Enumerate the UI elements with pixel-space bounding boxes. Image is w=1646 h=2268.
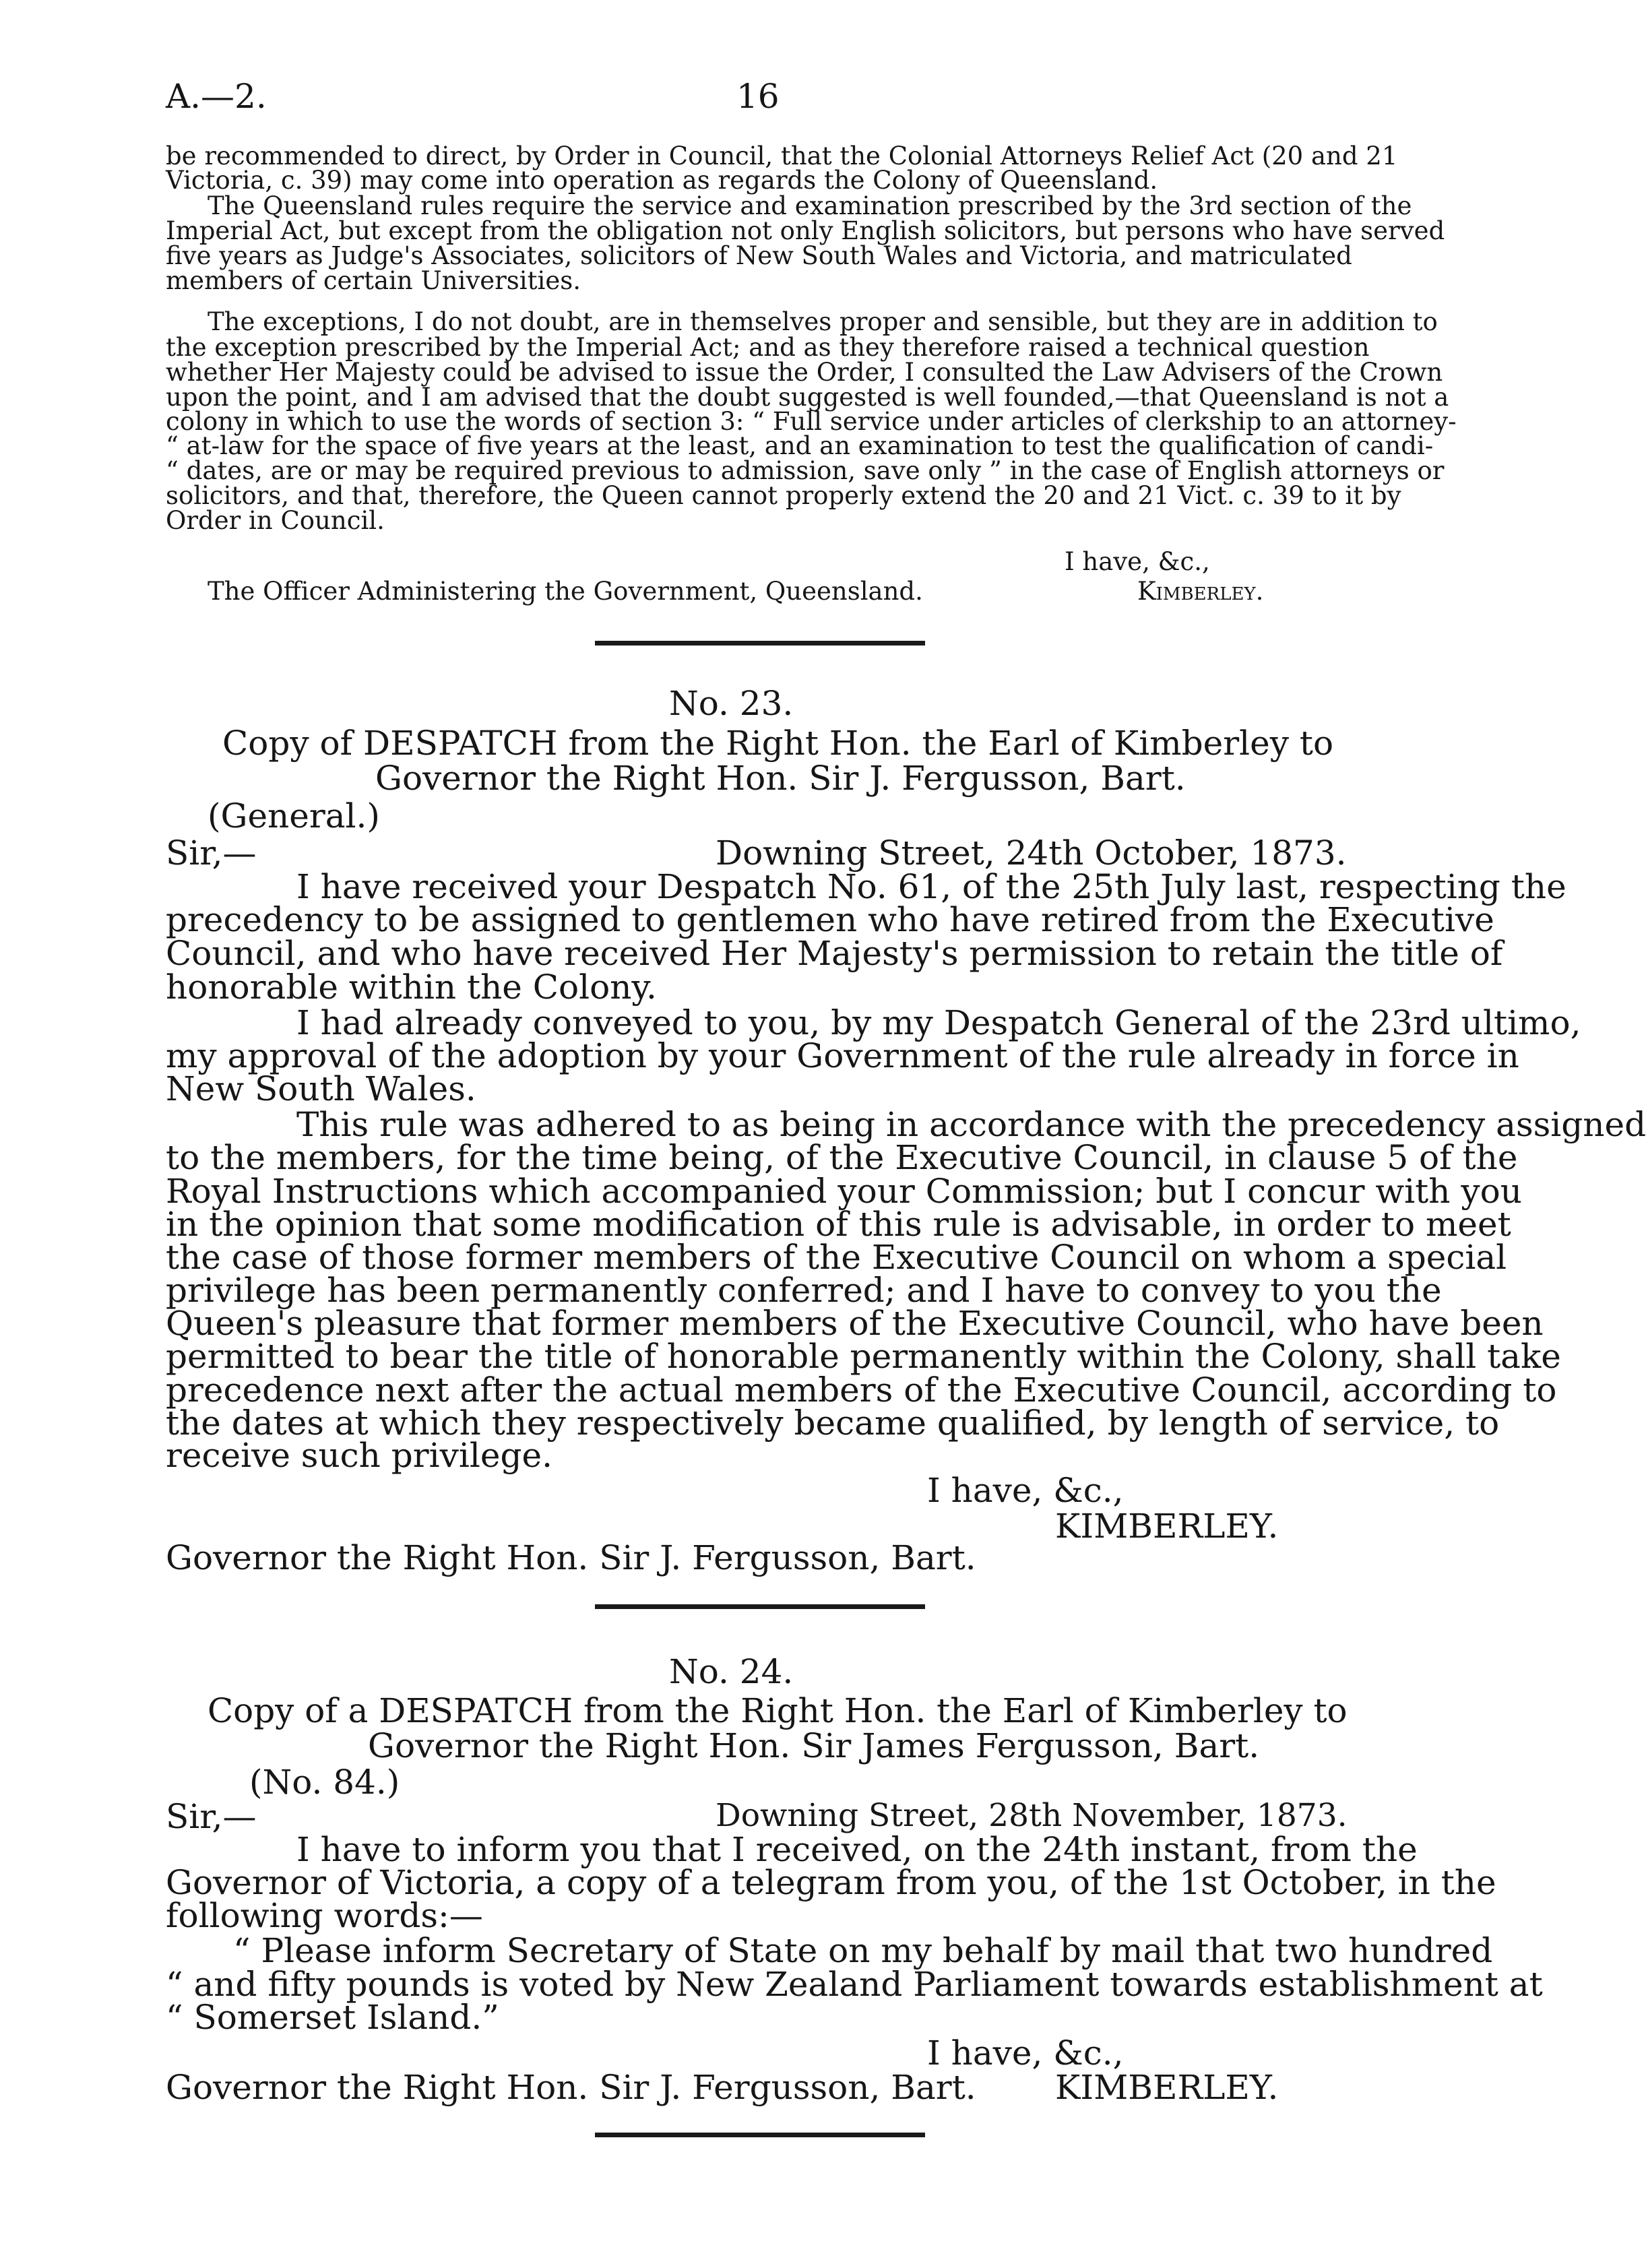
closing-formula: I have, &c., — [1065, 547, 1210, 576]
text-line: Council, and who have received Her Majesty's permission to retain the title of — [166, 934, 1503, 973]
despatch-title: Governor the Right Hon. Sir J. Fergusson, Bart. — [375, 759, 1186, 798]
section-divider — [595, 2133, 925, 2137]
text-line: Royal Instructions which accompanied your Commission; but I concur with you — [166, 1172, 1522, 1211]
text-line: the exception prescribed by the Imperial Act; and as they therefore raised a technical question — [166, 333, 1370, 362]
addressee: The Officer Administering the Government, Queensland. — [208, 577, 923, 606]
text-line: the case of those former members of the Executive Council on whom a special — [166, 1238, 1507, 1277]
text-line: colony in which to use the words of section 3: “ Full service under articles of clerkship to an attorney- — [166, 407, 1457, 436]
place-date: Downing Street, 24th October, 1873. — [716, 833, 1347, 873]
text-line: to the members, for the time being, of the Executive Council, in clause 5 of the — [166, 1138, 1518, 1177]
text-line: following words:— — [166, 1896, 483, 1935]
despatch-reference: (No. 84.) — [249, 1763, 400, 1802]
text-line: I had already conveyed to you, by my Despatch General of the 23rd ultimo, — [296, 1003, 1581, 1042]
text-line: Queen's pleasure that former members of the Executive Council, who have been — [166, 1304, 1544, 1343]
text-line: privilege has been permanently conferred; and I have to convey to you the — [166, 1271, 1442, 1310]
text-line: Governor of Victoria, a copy of a telegram from you, of the 1st October, in the — [166, 1863, 1496, 1902]
document-reference: A.—2. — [166, 77, 267, 116]
section-divider — [595, 641, 925, 645]
text-line: precedence next after the actual members of the Executive Council, according to — [166, 1371, 1557, 1410]
despatch-title: Copy of DESPATCH from the Right Hon. the Earl of Kimberley to — [222, 724, 1334, 763]
text-line: The Queensland rules require the service and examination prescribed by the 3rd section of the — [208, 191, 1412, 220]
despatch-reference: (General.) — [208, 796, 380, 836]
text-line: “ dates, are or may be required previous to admission, save only ” in the case of English attorneys or — [166, 456, 1445, 485]
closing-formula: I have, &c., — [927, 1471, 1124, 1510]
text-line: five years as Judge's Associates, solicitors of New South Wales and Victoria, and matriculated — [166, 241, 1352, 270]
text-line: I have received your Despatch No. 61, of the 25th July last, respecting the — [296, 867, 1566, 906]
addressee: Governor the Right Hon. Sir J. Fergusson, Bart. — [166, 2068, 976, 2107]
text-line: I have to inform you that I received, on the 24th instant, from the — [296, 1830, 1418, 1869]
text-line: The exceptions, I do not doubt, are in themselves proper and sensible, but they are in addition to — [208, 307, 1438, 336]
text-line: upon the point, and I am advised that the doubt suggested is well founded,—that Queensland is not a — [166, 383, 1449, 412]
text-line: the dates at which they respectively became qualified, by length of service, to — [166, 1404, 1500, 1443]
addressee: Governor the Right Hon. Sir J. Fergusson, Bart. — [166, 1538, 976, 1577]
text-line: whether Her Majesty could be advised to issue the Order, I consulted the Law Advisers of the Crown — [166, 358, 1443, 387]
text-line: be recommended to direct, by Order in Council, that the Colonial Attorneys Relief Act (20 and 21 — [166, 141, 1398, 170]
despatch-title: Copy of a DESPATCH from the Right Hon. the Earl of Kimberley to — [208, 1691, 1348, 1730]
despatch-title: Governor the Right Hon. Sir James Fergusson, Bart. — [368, 1726, 1260, 1765]
text-line: solicitors, and that, therefore, the Queen cannot properly extend the 20 and 21 Vict. c. 39 to it by — [166, 481, 1401, 510]
section-divider — [595, 1604, 925, 1609]
signature: Kimberley. — [1137, 577, 1264, 606]
place-date: Downing Street, 28th November, 1873. — [716, 1797, 1348, 1834]
text-line: New South Wales. — [166, 1069, 476, 1108]
text-line: “ at-law for the space of five years at the least, and an examination to test the qualification of candi- — [166, 431, 1434, 460]
text-line: members of certain Universities. — [166, 266, 581, 295]
text-line: This rule was adhered to as being in accordance with the precedency assigned — [296, 1105, 1646, 1144]
text-line: honorable within the Colony. — [166, 968, 657, 1007]
text-line: Order in Council. — [166, 506, 385, 535]
signature: KIMBERLEY. — [1055, 1507, 1279, 1546]
text-line: Imperial Act, but except from the obligation not only English solicitors, but persons who have served — [166, 216, 1445, 245]
quotation-line: “ Please inform Secretary of State on my behalf by mail that two hundred — [233, 1931, 1493, 1970]
text-line: in the opinion that some modification of this rule is advisable, in order to meet — [166, 1205, 1511, 1244]
salutation: Sir,— — [166, 833, 257, 873]
page-number: 16 — [736, 77, 780, 116]
text-line: permitted to bear the title of honorable permanently within the Colony, shall take — [166, 1337, 1561, 1376]
salutation: Sir,— — [166, 1797, 257, 1836]
quotation-line: “ and fifty pounds is voted by New Zealand Parliament towards establishment at — [166, 1965, 1543, 2004]
despatch-number: No. 24. — [669, 1652, 794, 1691]
signature: KIMBERLEY. — [1055, 2068, 1279, 2107]
text-line: Victoria, c. 39) may come into operation as regards the Colony of Queensland. — [166, 166, 1158, 195]
text-line: receive such privilege. — [166, 1436, 552, 1475]
closing-formula: I have, &c., — [927, 2034, 1124, 2073]
quotation-line: “ Somerset Island.” — [166, 1998, 499, 2037]
text-line: my approval of the adoption by your Government of the rule already in force in — [166, 1036, 1519, 1075]
text-line: precedency to be assigned to gentlemen who have retired from the Executive — [166, 900, 1494, 939]
despatch-number: No. 23. — [669, 684, 794, 723]
